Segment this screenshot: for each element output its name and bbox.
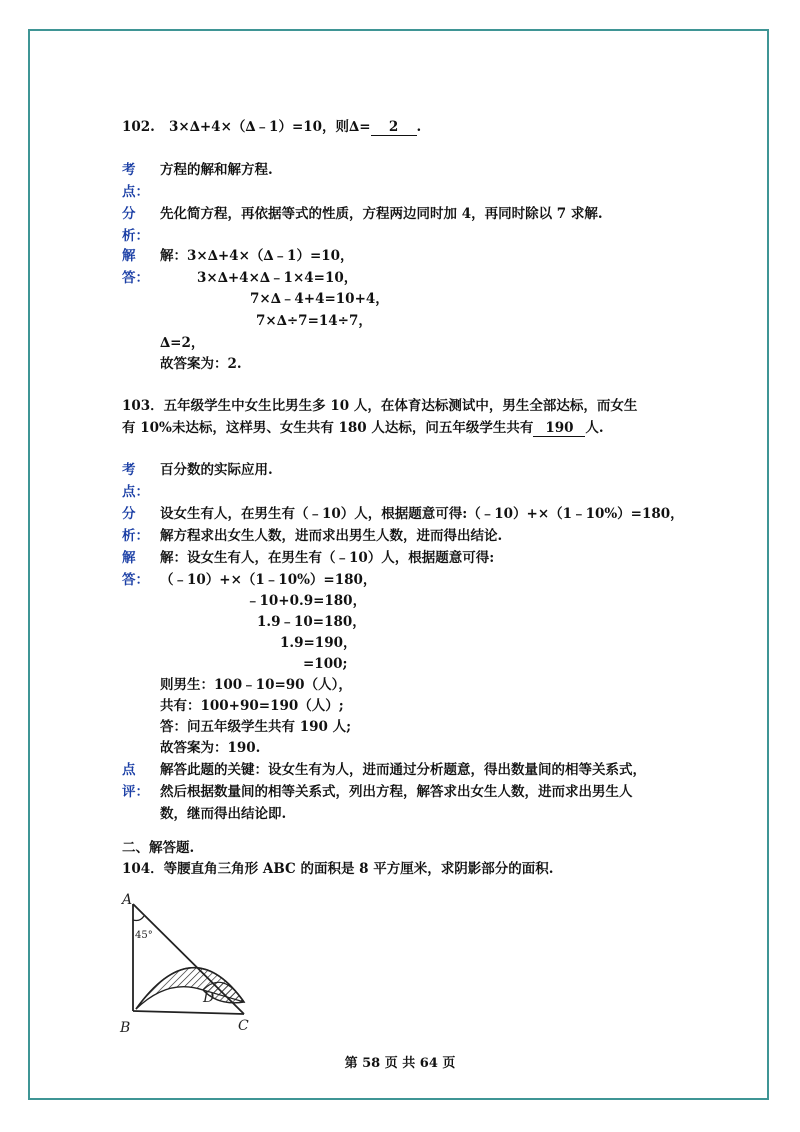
q102-step: 故答案为：2. (160, 356, 242, 372)
q102-fenxi-label-2: 析： (122, 228, 149, 244)
q103-kaodian: 百分数的实际应用. (160, 462, 273, 478)
q103-fenxi: 解方程求出女生人数，进而求出男生人数，进而得出结论. (160, 528, 503, 544)
triangle-svg (118, 890, 258, 1040)
q102-question (122, 119, 421, 136)
q103-question-line1: 103．五年级学生中女生比男生多 10 人，在体育达标测试中，男生全部达标，而女生 (122, 398, 638, 414)
q103-step: 共有：100+90=190（人）; (160, 698, 344, 714)
q102-fenxi-label-1: 分 (122, 206, 136, 222)
q103-dianping: 然后根据数量间的相等关系式，列出方程，解答求出女生人数，进而求出男生人 (160, 784, 633, 800)
q103-answer: 190 (533, 420, 585, 437)
label-b: B (120, 1020, 131, 1036)
q103-step: 答：问五年级学生共有 190 人; (160, 719, 352, 735)
section-heading: 二、解答题. (122, 840, 195, 856)
q102-fenxi: 先化简方程，再依据等式的性质，方程两边同时加 4，再同时除以 7 求解. (160, 206, 603, 222)
q103-step: ﹣10+0.9=180， (246, 593, 367, 609)
q102-text: 3×∆+4×（∆﹣1）=10，则∆= (169, 119, 371, 135)
q102-step: 7×∆÷7=14÷7， (256, 313, 372, 329)
triangle-figure (118, 890, 258, 1044)
angle-arc (133, 916, 144, 921)
q102-jieda-label-1: 解 (122, 248, 136, 264)
q102-answer: 2 (371, 119, 417, 136)
q103-dianping-label-2: 评： (122, 784, 149, 800)
q103-step: 1.9=190， (280, 635, 357, 651)
q103-dianping: 解答此题的关键：设女生有为人，进而通过分析题意，得出数量间的相等关系式， (160, 762, 646, 778)
q103-kaodian-label-1: 考 (122, 462, 136, 478)
q102-jieda-label-2: 答： (122, 270, 149, 286)
q103-jieda-label-1: 解 (122, 550, 136, 566)
q102-step: 7×∆﹣4+4=10+4， (250, 291, 389, 307)
q102-step: ∆=2， (160, 335, 205, 351)
q103-dianping-label-1: 点 (122, 762, 136, 778)
q102-kaodian: 方程的解和解方程. (160, 162, 273, 178)
q103-fenxi-label-1: 分 (122, 506, 136, 522)
q103-step: 1.9﹣10=180， (257, 614, 366, 630)
label-d: D (203, 990, 215, 1006)
q104-question: 104．等腰直角三角形 ABC 的面积是 8 平方厘米，求阴影部分的面积. (122, 861, 554, 877)
q103-step: （﹣10）+×（1﹣10%）=180， (160, 572, 377, 588)
q103-question-line2 (122, 420, 604, 437)
q103-unit: 人. (585, 420, 604, 436)
q102-period: . (416, 119, 422, 135)
q103-jieda-label-2: 答： (122, 572, 149, 588)
q103-step: =100; (303, 656, 348, 672)
q103-step: 故答案为：190. (160, 740, 261, 756)
q103-text: 有 10%未达标，这样男、女生共有 180 人达标，问五年级学生共有 (122, 420, 534, 436)
q103-fenxi-label-2: 析： (122, 528, 149, 544)
q102-kaodian-label-2: 点： (122, 184, 149, 200)
q102-number: 102. (122, 119, 155, 135)
label-a: A (122, 892, 133, 908)
q103-step: 则男生：100﹣10=90（人）， (160, 677, 352, 693)
label-c: C (238, 1018, 249, 1034)
q102-step: 解：3×∆+4×（∆﹣1）=10， (160, 248, 354, 264)
q103-fenxi: 设女生有人，在男生有（﹣10）人，根据题意可得:（﹣10）+×（1﹣10%）=180， (160, 506, 684, 522)
page-footer: 第 58 页 共 64 页 (344, 1056, 456, 1071)
q103-kaodian-label-2: 点： (122, 484, 149, 500)
q103-step: 解：设女生有人，在男生有（﹣10）人，根据题意可得: (160, 550, 495, 566)
q103-dianping: 数，继而得出结论即. (160, 806, 287, 822)
q102-step: 3×∆+4×∆﹣1×4=10， (197, 270, 358, 286)
q102-kaodian-label-1: 考 (122, 162, 136, 178)
angle-label: 45° (135, 930, 153, 941)
side-bc (133, 1011, 244, 1014)
